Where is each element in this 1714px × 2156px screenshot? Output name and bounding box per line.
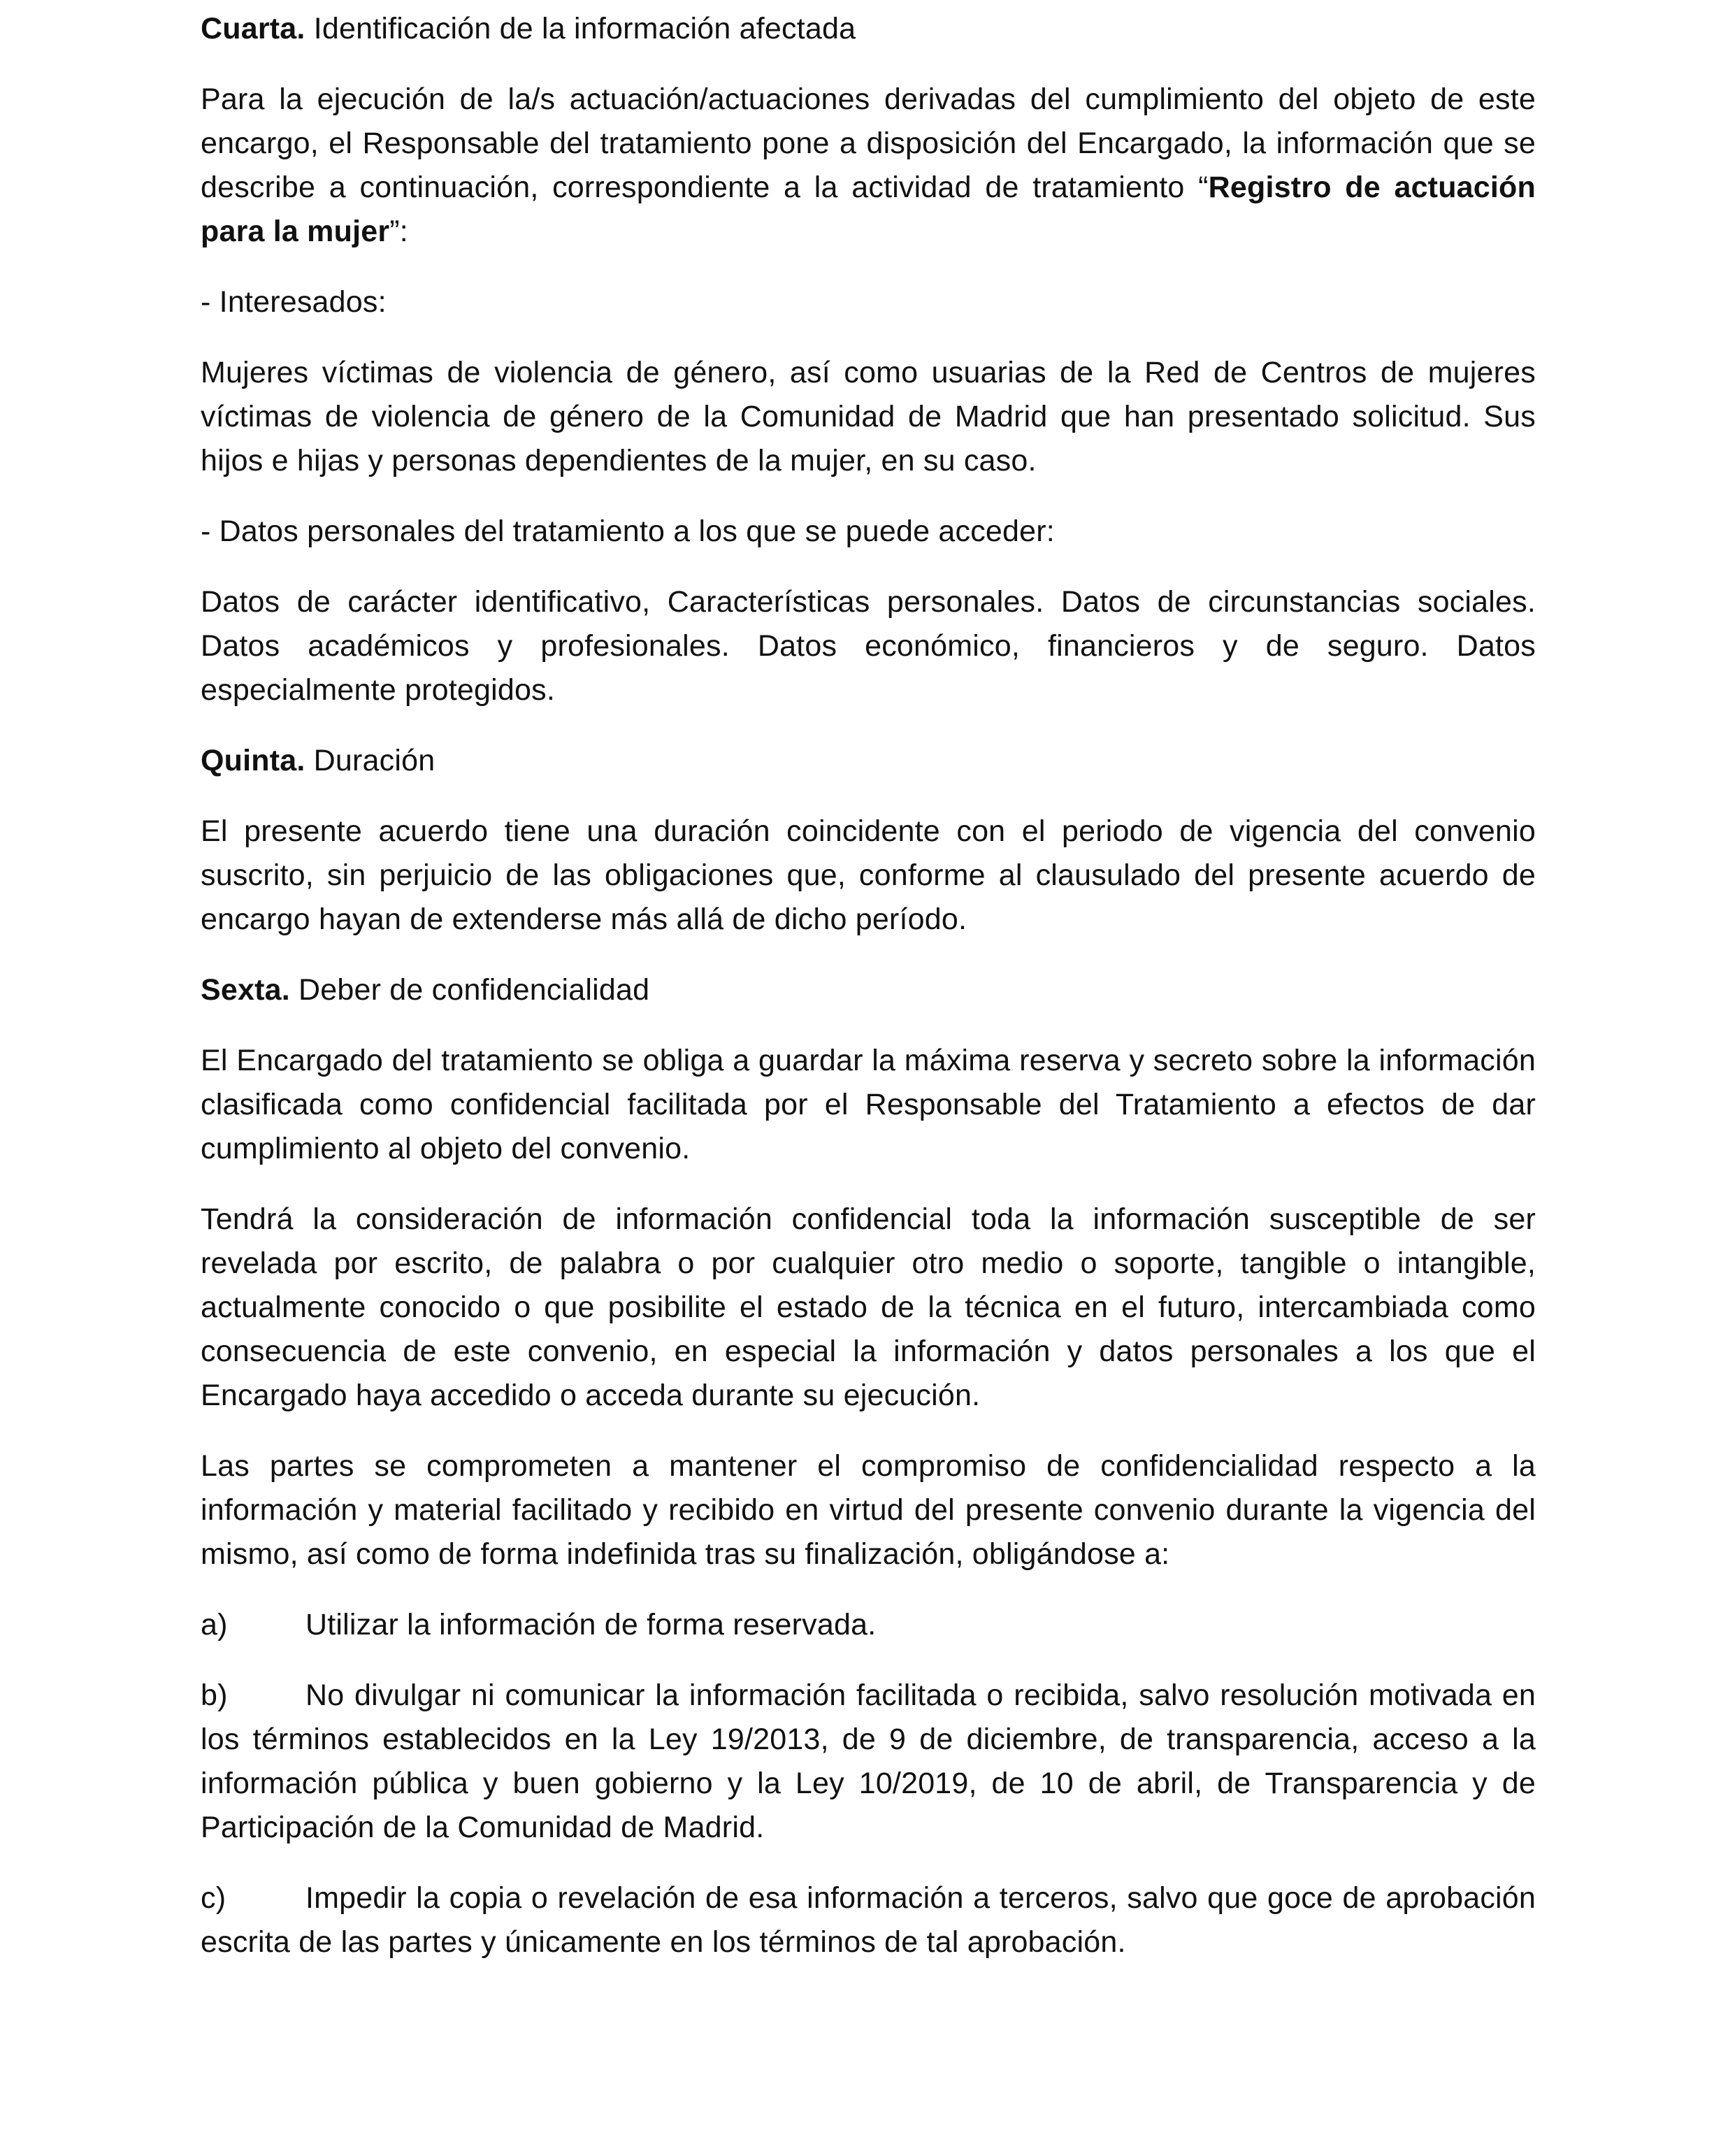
clause-quinta-title: Duración: [305, 744, 435, 777]
list-item: [201, 1674, 1536, 1850]
clause-quinta-heading: [201, 739, 1536, 783]
list-item-text: Impedir la copia o revelación de esa información a terceros, salvo que goce de aprobación escrita de las partes y únicamente en los términos de tal aprobación.: [201, 1881, 1536, 1959]
list-item-text: No divulgar ni comunicar la información facilitada o recibida, salvo resolución motivada en los términos establecidos en la Ley 19/2013, de 9 de diciembre, de transparencia, acceso a la información pública y buen gobierno y la Ley 10/2019, de 10 de abril, de Transparencia y de Participación de la Comunidad de Madrid.: [201, 1679, 1536, 1844]
list-item-label: c): [201, 1881, 226, 1915]
list-item-label: a): [201, 1608, 228, 1641]
clause-cuarta-label: Cuarta.: [201, 12, 305, 45]
document-page: [201, 7, 1536, 1991]
clause-cuarta-intro-end: ”:: [389, 215, 408, 248]
datos-personales-text: Datos de carácter identificativo, Características personales. Datos de circunstancias sociales. Datos académicos y profesionales. Datos económico, financieros y de seguro. Datos especialmente protegidos.: [201, 585, 1536, 707]
clause-quinta-label: Quinta.: [201, 744, 305, 777]
clause-sexta-paragraph-1: El Encargado del tratamiento se obliga a guardar la máxima reserva y secreto sobre la información clasificada como confidencial facilitada por el Responsable del Tratamiento a efectos de dar cumplimiento al objeto del convenio.: [201, 1044, 1536, 1165]
clause-sexta-heading: [201, 968, 1536, 1012]
list-item-text: Utilizar la información de forma reservada.: [305, 1608, 877, 1641]
clause-sexta-paragraph-3: Las partes se comprometen a mantener el compromiso de confidencialidad respecto a la información y material facilitado y recibido en virtud del presente convenio durante la vigencia del mismo, así como de forma indefinida tras su finalización, obligándose a:: [201, 1449, 1536, 1571]
treatment-activity-name: Registro de actuación para la mujer: [201, 171, 1536, 248]
interesados-text: Mujeres víctimas de violencia de género, así como usuarias de la Red de Centros de mujeres víctimas de violencia de género de la Comunidad de Madrid que han presentado solicitud. Sus hijos e hijas y personas dependientes de la mujer, en su caso.: [201, 356, 1536, 477]
datos-personales-heading: - Datos personales del tratamiento a los que se puede acceder:: [201, 515, 1055, 548]
list-item-label: b): [201, 1679, 228, 1712]
clause-sexta-label: Sexta.: [201, 973, 290, 1007]
list-item: [201, 1603, 1536, 1647]
clause-cuarta-intro-text: Para la ejecución de la/s actuación/actuaciones derivadas del cumplimiento del objeto de este encargo, el Responsable del tratamiento pone a disposición del Encargado, la información que se describe a continuación, correspondiente a la actividad de tratamiento “: [201, 82, 1536, 204]
clause-cuarta-intro: [201, 78, 1536, 254]
clause-cuarta-heading: [201, 7, 1536, 51]
clause-sexta-title: Deber de confidencialidad: [289, 973, 650, 1007]
clause-quinta-text: El presente acuerdo tiene una duración coincidente con el periodo de vigencia del convenio suscrito, sin perjuicio de las obligaciones que, conforme al clausulado del presente acuerdo de encargo hayan de extenderse más allá de dicho período.: [201, 814, 1536, 936]
list-item: [201, 1876, 1536, 1964]
clause-sexta-paragraph-2: Tendrá la consideración de información confidencial toda la información susceptible de ser revelada por escrito, de palabra o por cualquier otro medio o soporte, tangible o intangible, actualmente conocido o que posibilite el estado de la técnica en el futuro, intercambiada como consecuencia de este convenio, en especial la información y datos personales a los que el Encargado haya accedido o acceda durante su ejecución.: [201, 1202, 1536, 1412]
clause-cuarta-title: Identificación de la información afectada: [305, 12, 856, 45]
interesados-heading: - Interesados:: [201, 285, 387, 319]
